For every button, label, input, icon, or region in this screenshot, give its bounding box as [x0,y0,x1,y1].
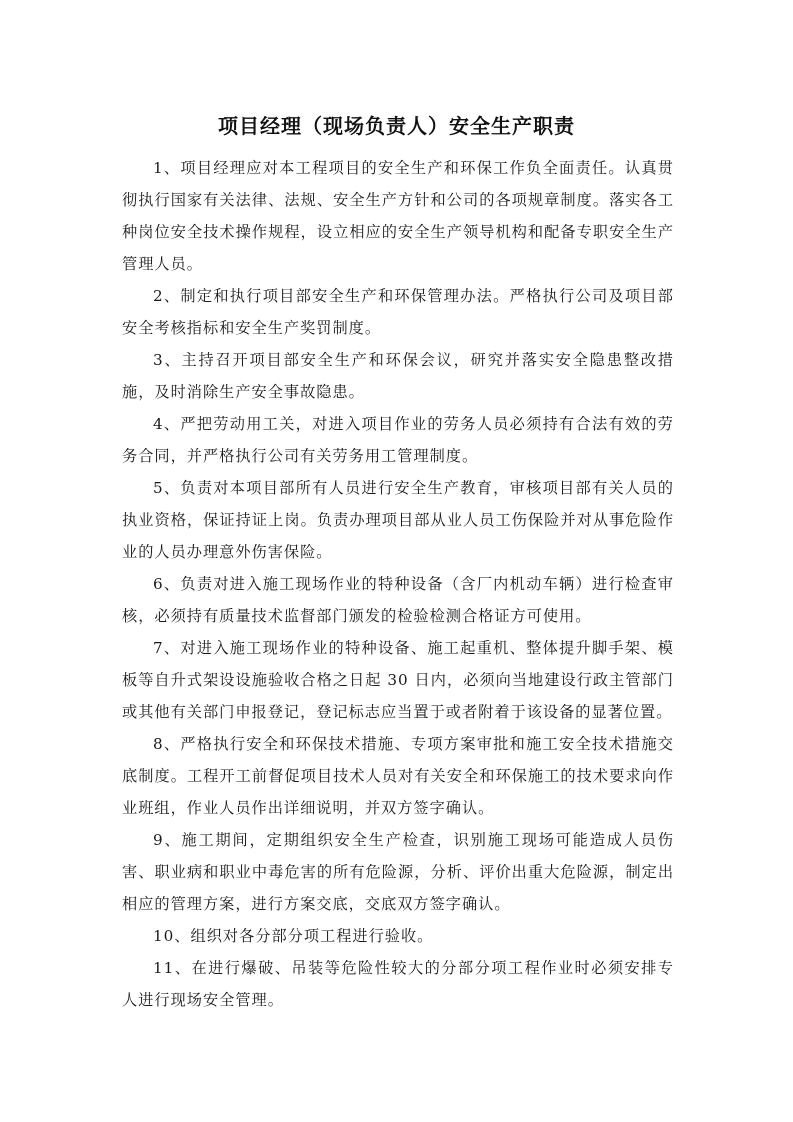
document-body [122,152,674,1016]
paragraph-9: 9、施工期间，定期组织安全生产检查，识别施工现场可能造成人员伤害、职业病和职业中毒危害的所有危险源，分析、评价出重大危险源，制定出相应的管理方案，进行方案交底，交底双方签字确认。 [122,831,674,913]
paragraph-11: 11、在进行爆破、吊装等危险性较大的分部分项工程作业时必须安排专人进行现场安全管理。 [122,959,674,1009]
paragraph-1: 1、项目经理应对本工程项目的安全生产和环保工作负全面责任。认真贯彻执行国家有关法律、法规、安全生产方针和公司的各项规章制度。落实各工种岗位安全技术操作规程，设立相应的安全生产领导机构和配备专职安全生产管理人员。 [122,159,674,273]
paragraph-8: 8、严格执行安全和环保技术措施、专项方案审批和施工安全技术措施交底制度。工程开工前督促项目技术人员对有关安全和环保施工的技术要求向作业班组，作业人员作出详细说明，并双方签字确认。 [122,735,674,817]
paragraph-2: 2、制定和执行项目部安全生产和环保管理办法。严格执行公司及项目部安全考核指标和安全生产奖罚制度。 [122,287,674,337]
paragraph-4: 4、严把劳动用工关，对进入项目作业的劳务人员必须持有合法有效的劳务合同，并严格执行公司有关劳务用工管理制度。 [122,415,674,465]
paragraph-3: 3、主持召开项目部安全生产和环保会议，研究并落实安全隐患整改措施，及时消除生产安全事故隐患。 [122,351,674,401]
document-title: 项目经理（现场负责人）安全生产职责 [218,114,575,138]
paragraph-10: 10、组织对各分部分项工程进行验收。 [153,927,434,945]
paragraph-6: 6、负责对进入施工现场作业的特种设备（含厂内机动车辆）进行检查审核，必须持有质量技术监督部门颁发的检验检测合格证方可使用。 [122,575,674,625]
paragraph-7: 7、对进入施工现场作业的特种设备、施工起重机、整体提升脚手架、模板等自升式架设设施验收合格之日起 30 日内，必须向当地建设行政主管部门或其他有关部门申报登记，登记标志应当置于或者附着于该设备的显著位置。 [122,639,674,721]
paragraph-5: 5、负责对本项目部所有人员进行安全生产教育，审核项目部有关人员的执业资格，保证持证上岗。负责办理项目部从业人员工伤保险并对从事危险作业的人员办理意外伤害保险。 [122,479,674,561]
